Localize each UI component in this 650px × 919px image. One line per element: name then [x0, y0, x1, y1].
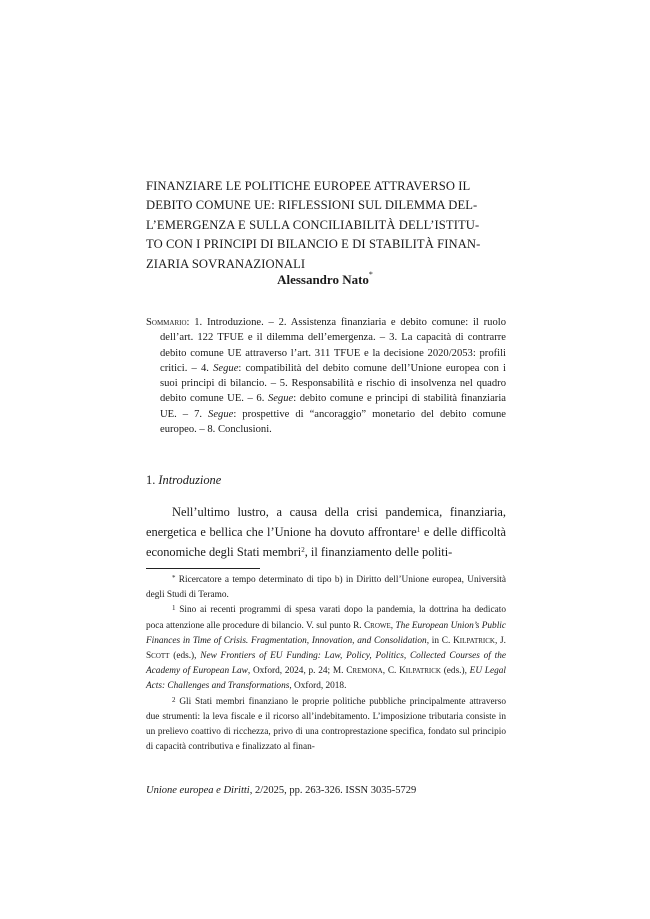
footnote-text: , Oxford, 2024, p. 24; M. — [247, 666, 347, 677]
footnote-text: (eds.), — [440, 666, 470, 677]
footnote-text: Ricercatore a tempo determinato di tipo b) in Diritto dell’Unione europea, Università degli Studi di Teramo. — [146, 575, 506, 601]
footnote-ref: 1 — [416, 526, 421, 534]
summary-text: : compatibilità del debito comune dell’Unione europea con i suoi principi di bilancio. – 5. Responsabilità e rischio di insolvenza nel quadro debito comune UE. – 6. — [160, 362, 506, 405]
summary-text: : prospettive di “ancoraggio” monetario del debito comune europeo. – 8. Conclusioni. — [160, 408, 506, 436]
body-text — [146, 502, 506, 562]
footnote-2 — [146, 695, 506, 756]
title-line: TO CON I PRINCIPI DI BILANCIO E DI STABILITÀ FINAN- — [146, 237, 481, 252]
body-span: e delle difficoltà economiche degli Stati membri — [146, 525, 506, 559]
title-line: ZIARIA SOVRANAZIONALI — [146, 256, 306, 271]
summary-segue: Segue — [267, 393, 294, 405]
summary-segue: Segue — [213, 362, 239, 374]
journal-name: Unione europea e Diritti — [146, 785, 250, 796]
footnote-mark: 2 — [172, 695, 176, 704]
footnote-text: , Oxford, 2018. — [289, 681, 347, 692]
summary-label: Sommario — [146, 317, 187, 328]
title-line: L’EMERGENZA E SULLA CONCILIABILITÀ DELL’ISTITU- — [146, 217, 480, 232]
article-title — [146, 177, 504, 274]
footnote-author: Kilpatrick — [399, 666, 441, 677]
body-span: , il finanziamento delle politi- — [304, 545, 453, 559]
summary-segue: Segue — [208, 408, 234, 420]
footnote-mark: 1 — [172, 604, 176, 613]
footnote-author: Crowe — [363, 620, 391, 631]
footnote-text: Gli Stati membri finanziano le proprie politiche pubbliche principalmente attraverso due strumenti: la leva fiscale e il ricorso all’indebitamento. L’imposizione tributaria consiste in un prelievo coattivo di ricchezza, privo di una controprestazione specifica, fondato sul principio di capacità contributiva e finalizzato al finan- — [146, 696, 506, 753]
footnote-work-title: The European Union’s Public Finances in Time of Crisis. Fragmentation, Innovation, and Consolidation — [146, 620, 506, 646]
body-paragraph — [146, 502, 506, 562]
page-footer — [146, 785, 416, 796]
author-name: Alessandro Nato — [277, 272, 369, 287]
footnote-author: Scott — [146, 651, 170, 662]
title-line: FINANZIARE LE POLITICHE EUROPEE ATTRAVERSO IL — [146, 179, 471, 193]
footnote-1 — [146, 603, 506, 694]
section-number: 1. — [146, 473, 159, 487]
body-span: Nell’ultimo lustro, a causa della crisi pandemica, finanziaria, energetica e bellica che l’Unione ha dovuto affrontare — [146, 505, 506, 539]
footnote-text: (eds.), — [169, 651, 201, 662]
footnote-text: , J. — [494, 635, 506, 646]
footnote-author: Kilpatrick — [453, 635, 495, 646]
footnote-work-title: New Frontiers of EU Funding: Law, Policy, Politics, Collected Courses of the Academy of European Law — [146, 651, 506, 677]
footnote-text: , — [390, 620, 396, 631]
footnote-mark: * — [172, 574, 176, 582]
footnote-text: Sino ai recenti programmi di spesa varati dopo la pandemia, la dottrina ha dedicato poca attenzione alle procedure di bilancio. V. sul punto R. — [146, 605, 506, 631]
author — [146, 272, 504, 288]
title-line: DEBITO COMUNE UE: RIFLESSIONI SUL DILEMMA DEL- — [146, 198, 478, 213]
author-footnote-mark: * — [368, 270, 373, 279]
footnote-star — [146, 573, 506, 603]
footnote-work-title: EU Legal Acts: Challenges and Transformations — [146, 666, 506, 692]
summary-text: : 1. Introduzione. – 2. Assistenza finanziaria e debito comune: il ruolo dell’art. 122 TFUE e il dilemma dell’emergenza. – 3. La capacità di contrarre debito comune UE attraverso l’art. 311 TFUE e la decisione 2020/2053: profili critici. – 4. — [160, 317, 506, 374]
summary-text: : debito comune e principi di stabilità finanziaria UE. – 7. — [160, 393, 506, 420]
footnote-author: Cremona — [346, 666, 383, 677]
footnotes — [146, 573, 506, 755]
footnote-text: , in C. — [426, 635, 454, 646]
citation-info: , 2/2025, pp. 263-326. ISSN 3035-5729 — [249, 785, 417, 796]
section-heading — [146, 473, 221, 488]
summary — [146, 315, 506, 437]
section-title: Introduzione — [158, 473, 222, 487]
footnote-text: , C. — [382, 666, 400, 677]
footnote-separator — [146, 568, 260, 569]
summary-paragraph — [146, 315, 506, 437]
footnote-ref: 2 — [301, 546, 305, 554]
